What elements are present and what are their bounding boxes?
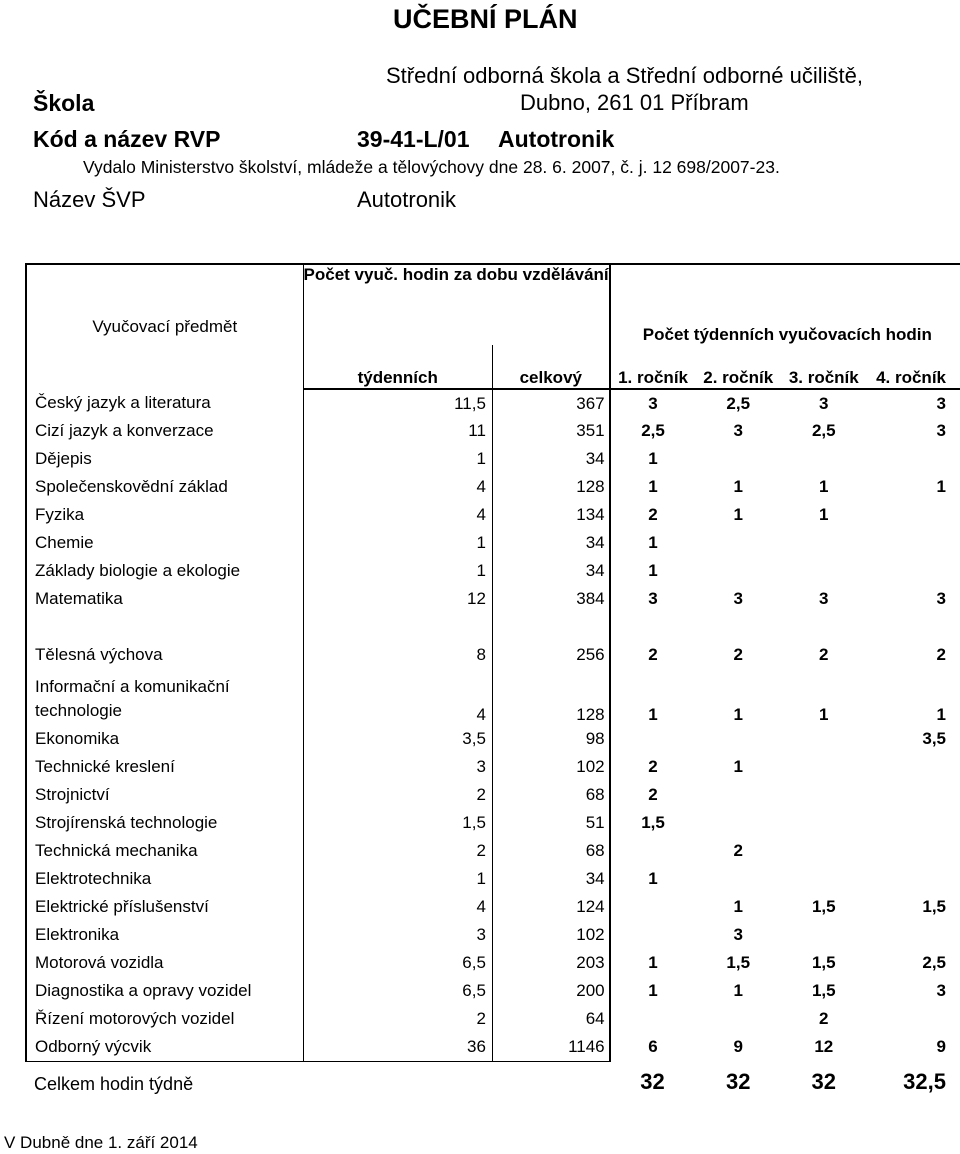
subject-name: Řízení motorových vozidel <box>26 1005 303 1033</box>
spacer-cell <box>867 613 960 641</box>
spacer-cell <box>781 613 867 641</box>
year-3-hours <box>781 557 867 585</box>
table-header-row <box>26 264 960 345</box>
weekly-hours: 1 <box>303 529 492 557</box>
footer-date: V Dubně dne 1. září 2014 <box>4 1133 198 1152</box>
year-1-header: 1. ročník <box>610 345 696 389</box>
total-header: celkový <box>492 345 609 389</box>
year-2-header: 2. ročník <box>695 345 781 389</box>
spacer-cell <box>492 613 609 641</box>
school-label: Škola <box>33 90 95 116</box>
weekly-hours: 1 <box>303 865 492 893</box>
year-4-hours: 3 <box>936 421 946 440</box>
total-hours: 68 <box>492 781 609 809</box>
year-1-hours: 1 <box>610 865 696 893</box>
year-3-hours <box>781 837 867 865</box>
subject-name: Chemie <box>26 529 303 557</box>
subject-name: Základy biologie a ekologie <box>26 557 303 585</box>
year-4-hours <box>867 865 960 893</box>
table-row <box>26 893 960 921</box>
total-hours: 34 <box>492 529 609 557</box>
table-row <box>26 501 960 529</box>
table-row <box>26 529 960 557</box>
year-1-total: 32 <box>640 1069 665 1094</box>
subject-name: Fyzika <box>26 501 303 529</box>
total-hours: 1146 <box>492 1033 609 1061</box>
year-1-hours: 1 <box>610 445 696 473</box>
school-name-line1: Střední odborná škola a Střední odborné učiliště, <box>386 63 863 88</box>
year-4-hours: 2 <box>936 645 946 664</box>
year-3-hours <box>781 809 867 837</box>
table-row <box>26 417 960 445</box>
weekly-hours: 6,5 <box>303 949 492 977</box>
weekly-hours: 11,5 <box>303 389 492 417</box>
subject-name: Český jazyk a literatura <box>26 389 303 417</box>
table-row <box>26 389 960 417</box>
year-1-hours: 1,5 <box>610 809 696 837</box>
year-4-hours: 2,5 <box>922 953 946 972</box>
year-2-hours: 1 <box>733 981 743 1000</box>
year-4-hours <box>867 837 960 865</box>
subject-name: Cizí jazyk a konverzace <box>26 417 303 445</box>
weekly-hours: 6,5 <box>303 977 492 1005</box>
subject-name: Ekonomika <box>26 725 303 753</box>
year-4-hours <box>867 921 960 949</box>
weekly-hours: 8 <box>303 641 492 669</box>
year-4-total: 32,5 <box>903 1069 946 1094</box>
year-1-hours <box>610 1005 696 1033</box>
table-row <box>26 725 960 753</box>
total-hours: 128 <box>492 669 609 725</box>
weekly-hours: 4 <box>303 669 492 725</box>
year-3-header: 3. ročník <box>781 345 867 389</box>
year-4-hours: 1 <box>936 705 946 724</box>
subject-name: Strojírenská technologie <box>26 809 303 837</box>
rvp-label: Kód a název RVP <box>33 126 221 152</box>
year-4-hours: 1,5 <box>922 897 946 916</box>
year-3-hours: 12 <box>814 1037 834 1056</box>
year-2-hours <box>695 725 781 753</box>
total-hours: 98 <box>492 725 609 753</box>
weekly-hours: 4 <box>303 473 492 501</box>
spacer-cell <box>610 613 696 641</box>
subject-name: Elektronika <box>26 921 303 949</box>
table-row <box>26 1033 960 1061</box>
year-4-hours: 1 <box>936 477 946 496</box>
subject-name: Technická mechanika <box>26 837 303 865</box>
subject-name: Informační a komunikační technologie <box>26 669 303 725</box>
total-hours: 124 <box>492 893 609 921</box>
year-3-hours: 1 <box>819 705 829 724</box>
years-header-text: Počet týdenních vyučovacích hodin <box>642 325 932 344</box>
subject-name: Dějepis <box>26 445 303 473</box>
table-row <box>26 1005 960 1033</box>
subject-name: Elektrotechnika <box>26 865 303 893</box>
total-hours: 384 <box>492 585 609 613</box>
table-row <box>26 781 960 809</box>
year-2-hours <box>695 865 781 893</box>
year-3-hours: 3 <box>819 589 829 608</box>
spacer-cell <box>695 613 781 641</box>
subject-name: Tělesná výchova <box>26 641 303 669</box>
year-2-hours <box>695 529 781 557</box>
table-row <box>26 809 960 837</box>
year-3-hours: 1 <box>819 477 829 496</box>
year-1-hours: 1 <box>610 669 696 725</box>
table-row <box>26 949 960 977</box>
subject-name: Společenskovědní základ <box>26 473 303 501</box>
year-2-hours: 1 <box>733 505 743 524</box>
year-2-hours: 9 <box>733 1037 743 1056</box>
weekly-hours: 2 <box>303 781 492 809</box>
year-4-hours <box>867 445 960 473</box>
year-4-hours: 3 <box>936 589 946 608</box>
total-hours: 256 <box>492 641 609 669</box>
table-row <box>26 669 960 725</box>
subject-header: Vyučovací předmět <box>26 264 303 389</box>
rvp-name: Autotronik <box>498 126 615 152</box>
year-1-hours: 3 <box>610 389 696 417</box>
subject-name: Strojnictví <box>26 781 303 809</box>
year-4-hours <box>867 557 960 585</box>
year-4-hours <box>867 781 960 809</box>
table-row <box>26 753 960 781</box>
year-3-hours: 1,5 <box>811 897 836 916</box>
page-title: UČEBNÍ PLÁN <box>393 4 578 34</box>
year-3-hours <box>781 529 867 557</box>
table-row <box>26 977 960 1005</box>
spacer-row <box>26 613 960 641</box>
year-2-hours: 1 <box>733 757 743 776</box>
subject-name: Odborný výcvik <box>26 1033 303 1061</box>
weekly-hours: 4 <box>303 893 492 921</box>
year-3-hours: 2,5 <box>811 421 836 440</box>
total-hours: 203 <box>492 949 609 977</box>
year-4-hours <box>867 809 960 837</box>
year-3-hours: 3 <box>819 393 829 413</box>
table-row <box>26 445 960 473</box>
year-1-hours: 2 <box>610 781 696 809</box>
year-3-hours: 2 <box>819 645 829 664</box>
year-3-hours <box>781 753 867 781</box>
total-hours: 34 <box>492 557 609 585</box>
subject-name: Technické kreslení <box>26 753 303 781</box>
year-3-total: 32 <box>811 1069 837 1094</box>
total-hours: 367 <box>492 389 609 417</box>
total-hours: 51 <box>492 809 609 837</box>
weekly-hours: 36 <box>303 1033 492 1061</box>
year-2-hours: 1 <box>733 897 743 916</box>
weekly-hours: 3,5 <box>303 725 492 753</box>
year-2-hours: 2,5 <box>726 393 751 413</box>
spacer-cell <box>303 613 492 641</box>
year-2-total: 32 <box>725 1069 751 1094</box>
year-3-hours <box>781 781 867 809</box>
year-2-hours: 2 <box>733 841 743 860</box>
table-row <box>26 865 960 893</box>
year-1-hours: 2,5 <box>610 417 696 445</box>
year-2-hours: 3 <box>733 925 743 944</box>
year-2-hours <box>695 557 781 585</box>
year-4-hours <box>867 501 960 529</box>
years-header <box>610 264 960 345</box>
year-3-hours: 1 <box>819 505 829 524</box>
weekly-hours: 1 <box>303 557 492 585</box>
year-3-hours: 2 <box>819 1009 829 1028</box>
year-2-hours: 1 <box>733 477 743 496</box>
year-2-hours <box>695 445 781 473</box>
year-3-hours <box>781 725 867 753</box>
total-hours: 68 <box>492 837 609 865</box>
issued-note: Vydalo Ministerstvo školství, mládeže a tělovýchovy dne 28. 6. 2007, č. j. 12 698/2007-23. <box>83 157 780 177</box>
weekly-hours: 1,5 <box>303 809 492 837</box>
year-2-hours <box>695 1005 781 1033</box>
svp-label: Název ŠVP <box>33 187 146 212</box>
table-row <box>26 557 960 585</box>
empty-cell <box>303 1061 492 1095</box>
total-hours: 134 <box>492 501 609 529</box>
total-hours: 102 <box>492 753 609 781</box>
year-2-hours: 3 <box>733 421 743 440</box>
year-3-hours: 1,5 <box>811 981 836 1000</box>
table-row <box>26 473 960 501</box>
weekly-hours: 2 <box>303 1005 492 1033</box>
year-3-hours <box>781 865 867 893</box>
year-4-hours <box>867 529 960 557</box>
weekly-hours: 4 <box>303 501 492 529</box>
year-4-hours <box>867 753 960 781</box>
subject-name: Diagnostika a opravy vozidel <box>26 977 303 1005</box>
table-row <box>26 641 960 669</box>
total-hours: 128 <box>492 473 609 501</box>
weekly-hours: 12 <box>303 585 492 613</box>
year-1-hours <box>610 921 696 949</box>
year-1-hours: 1 <box>610 473 696 501</box>
table-row <box>26 585 960 613</box>
weekly-hours: 2 <box>303 837 492 865</box>
year-1-hours: 1 <box>610 557 696 585</box>
year-1-hours: 6 <box>610 1033 696 1061</box>
rvp-code: 39-41-L/01 <box>357 126 470 152</box>
weekly-hours: 1 <box>303 445 492 473</box>
year-2-hours: 1 <box>733 705 743 724</box>
year-3-hours <box>781 445 867 473</box>
year-2-hours: 3 <box>733 589 743 608</box>
year-4-hours: 3,5 <box>922 729 946 748</box>
year-1-hours <box>610 837 696 865</box>
weekly-header: týdenních <box>303 345 492 389</box>
total-hours: 34 <box>492 865 609 893</box>
year-1-hours: 1 <box>610 977 696 1005</box>
subject-name: Elektrické příslušenství <box>26 893 303 921</box>
total-hours: 200 <box>492 977 609 1005</box>
hours-header: Počet vyuč. hodin za dobu vzdělávání <box>303 264 610 345</box>
year-1-hours: 1 <box>610 529 696 557</box>
year-1-hours: 1 <box>610 949 696 977</box>
year-1-hours: 2 <box>610 501 696 529</box>
weekly-hours: 11 <box>303 417 492 445</box>
year-2-hours: 1,5 <box>726 953 751 972</box>
total-row <box>26 1061 960 1095</box>
subject-name: Motorová vozidla <box>26 949 303 977</box>
total-hours: 34 <box>492 445 609 473</box>
weekly-hours: 3 <box>303 921 492 949</box>
table-row <box>26 837 960 865</box>
year-4-header: 4. ročník <box>867 345 960 389</box>
weekly-hours: 3 <box>303 753 492 781</box>
year-3-hours <box>781 921 867 949</box>
year-1-hours: 2 <box>610 753 696 781</box>
svp-name: Autotronik <box>357 187 457 212</box>
total-label: Celkem hodin týdně <box>34 1074 194 1094</box>
curriculum-table <box>25 263 960 1095</box>
total-hours: 64 <box>492 1005 609 1033</box>
subject-name: Matematika <box>26 585 303 613</box>
school-name-line2: Dubno, 261 01 Příbram <box>520 90 749 115</box>
year-4-hours: 9 <box>936 1037 946 1056</box>
year-1-hours: 3 <box>610 585 696 613</box>
year-2-hours <box>695 809 781 837</box>
year-2-hours <box>695 781 781 809</box>
year-1-hours <box>610 725 696 753</box>
total-hours: 102 <box>492 921 609 949</box>
year-4-hours: 3 <box>936 981 946 1000</box>
year-4-hours: 3 <box>936 393 946 413</box>
table-row <box>26 921 960 949</box>
year-1-hours <box>610 893 696 921</box>
year-2-hours: 2 <box>733 645 743 664</box>
spacer-cell <box>26 613 303 641</box>
year-3-hours: 1,5 <box>811 953 836 972</box>
total-hours: 351 <box>492 417 609 445</box>
empty-cell <box>492 1061 609 1095</box>
year-1-hours: 2 <box>610 641 696 669</box>
year-4-hours <box>867 1005 960 1033</box>
